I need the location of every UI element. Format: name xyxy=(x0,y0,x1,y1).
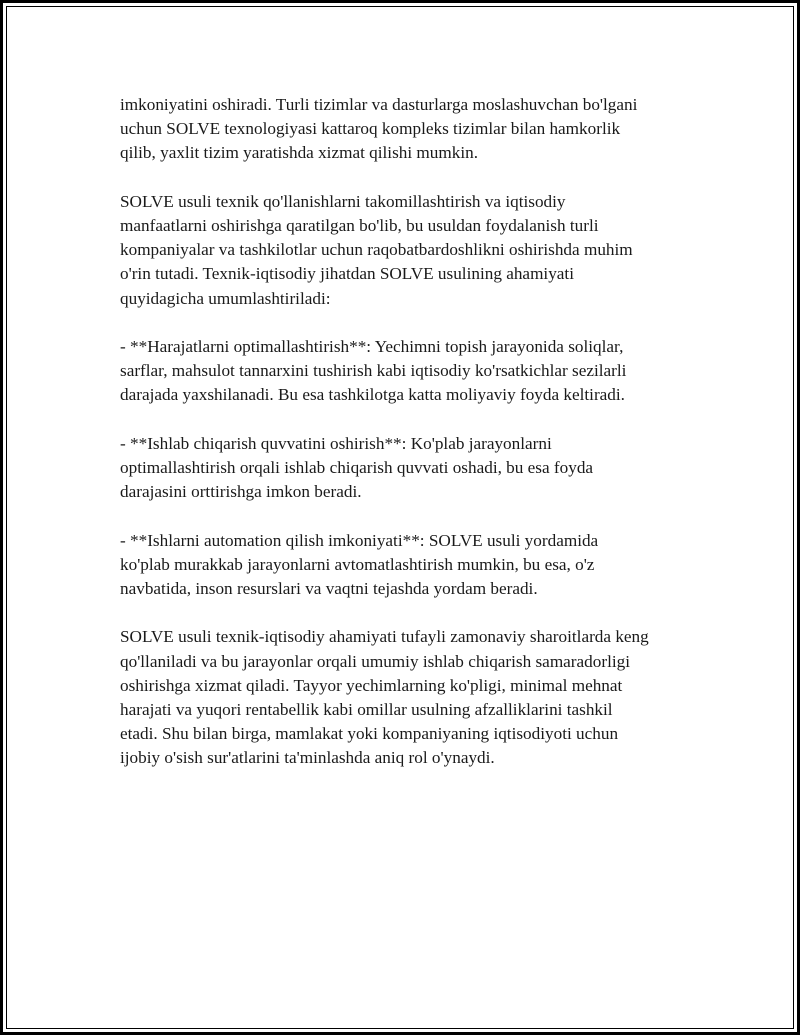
text-line: - **Harajatlarni optimallashtirish**: Yechimni topish jarayonida soliqlar, xyxy=(120,337,624,356)
text-line: manfaatlarni oshirishga qaratilgan bo'lib, bu usuldan foydalanish turli xyxy=(120,216,599,235)
text-line: SOLVE usuli texnik qo'llanishlarni takomillashtirish va iqtisodiy xyxy=(120,191,566,211)
text-line: qilib, yaxlit tizim yaratishda xizmat qilishi mumkin. xyxy=(120,143,479,163)
text-line: sarflar, mahsulot tannarxini tushirish kabi iqtisodiy ko'rsatkichlar sezilarli xyxy=(120,361,627,381)
text-line: quyidagicha umumlashtiriladi: xyxy=(120,288,331,308)
text-line: SOLVE usuli texnik-iqtisodiy ahamiyati tufayli zamonaviy sharoitlarda keng xyxy=(120,627,649,647)
list-item-production-capacity xyxy=(120,432,700,505)
text-line: harajati va yuqori rentabellik kabi omillar usulning afzalliklarini tashkil xyxy=(120,700,613,719)
text-line: darajada yaxshilanadi. Bu esa tashkilotga katta moliyaviy foyda keltiradi. xyxy=(120,385,625,405)
text-line: kompaniyalar va tashkilotlar uchun raqobatbardoshlikni oshirishda muhim xyxy=(120,240,633,260)
text-line: ko'plab murakkab jarayonlarni avtomatlashtirish mumkin, bu esa, o'z xyxy=(120,554,595,574)
paragraph-solve-overview xyxy=(120,190,700,311)
text-line: - **Ishlarni automation qilish imkoniyati**: SOLVE usuli yordamida xyxy=(120,530,599,550)
text-line: uchun SOLVE texnologiyasi kattaroq kompleks tizimlar bilan hamkorlik xyxy=(120,119,621,139)
text-line: - **Ishlab chiqarish quvvatini oshirish**: Ko'plab jarayonlarni xyxy=(120,433,552,453)
text-line: o'rin tutadi. Texnik-iqtisodiy jihatdan SOLVE usulining ahamiyati xyxy=(120,264,574,284)
list-item-cost-optimization xyxy=(120,335,700,408)
list-item-automation xyxy=(120,529,700,602)
paragraph-conclusion xyxy=(120,625,700,770)
text-line: etadi. Shu bilan birga, mamlakat yoki kompaniyaning iqtisodiyoti uchun xyxy=(120,724,619,744)
paragraph-intro-continuation xyxy=(120,93,700,166)
text-line: imkoniyatini oshiradi. Turli tizimlar va dasturlarga moslashuvchan bo'lgani xyxy=(120,95,638,114)
document-body xyxy=(120,93,700,795)
text-line: navbatida, inson resurslari va vaqtni tejashda yordam beradi. xyxy=(120,579,538,598)
text-line: oshirishga xizmat qiladi. Tayyor yechimlarning ko'pligi, minimal mehnat xyxy=(120,675,623,695)
text-line: qo'llaniladi va bu jarayonlar orqali umumiy ishlab chiqarish samaradorligi xyxy=(120,651,630,671)
text-line: ijobiy o'sish sur'atlarini ta'minlashda aniq rol o'ynaydi. xyxy=(120,748,495,768)
text-line: optimallashtirish orqali ishlab chiqarish quvvati oshadi, bu esa foyda xyxy=(120,458,594,477)
text-line: darajasini orttirishga imkon beradi. xyxy=(120,482,362,502)
